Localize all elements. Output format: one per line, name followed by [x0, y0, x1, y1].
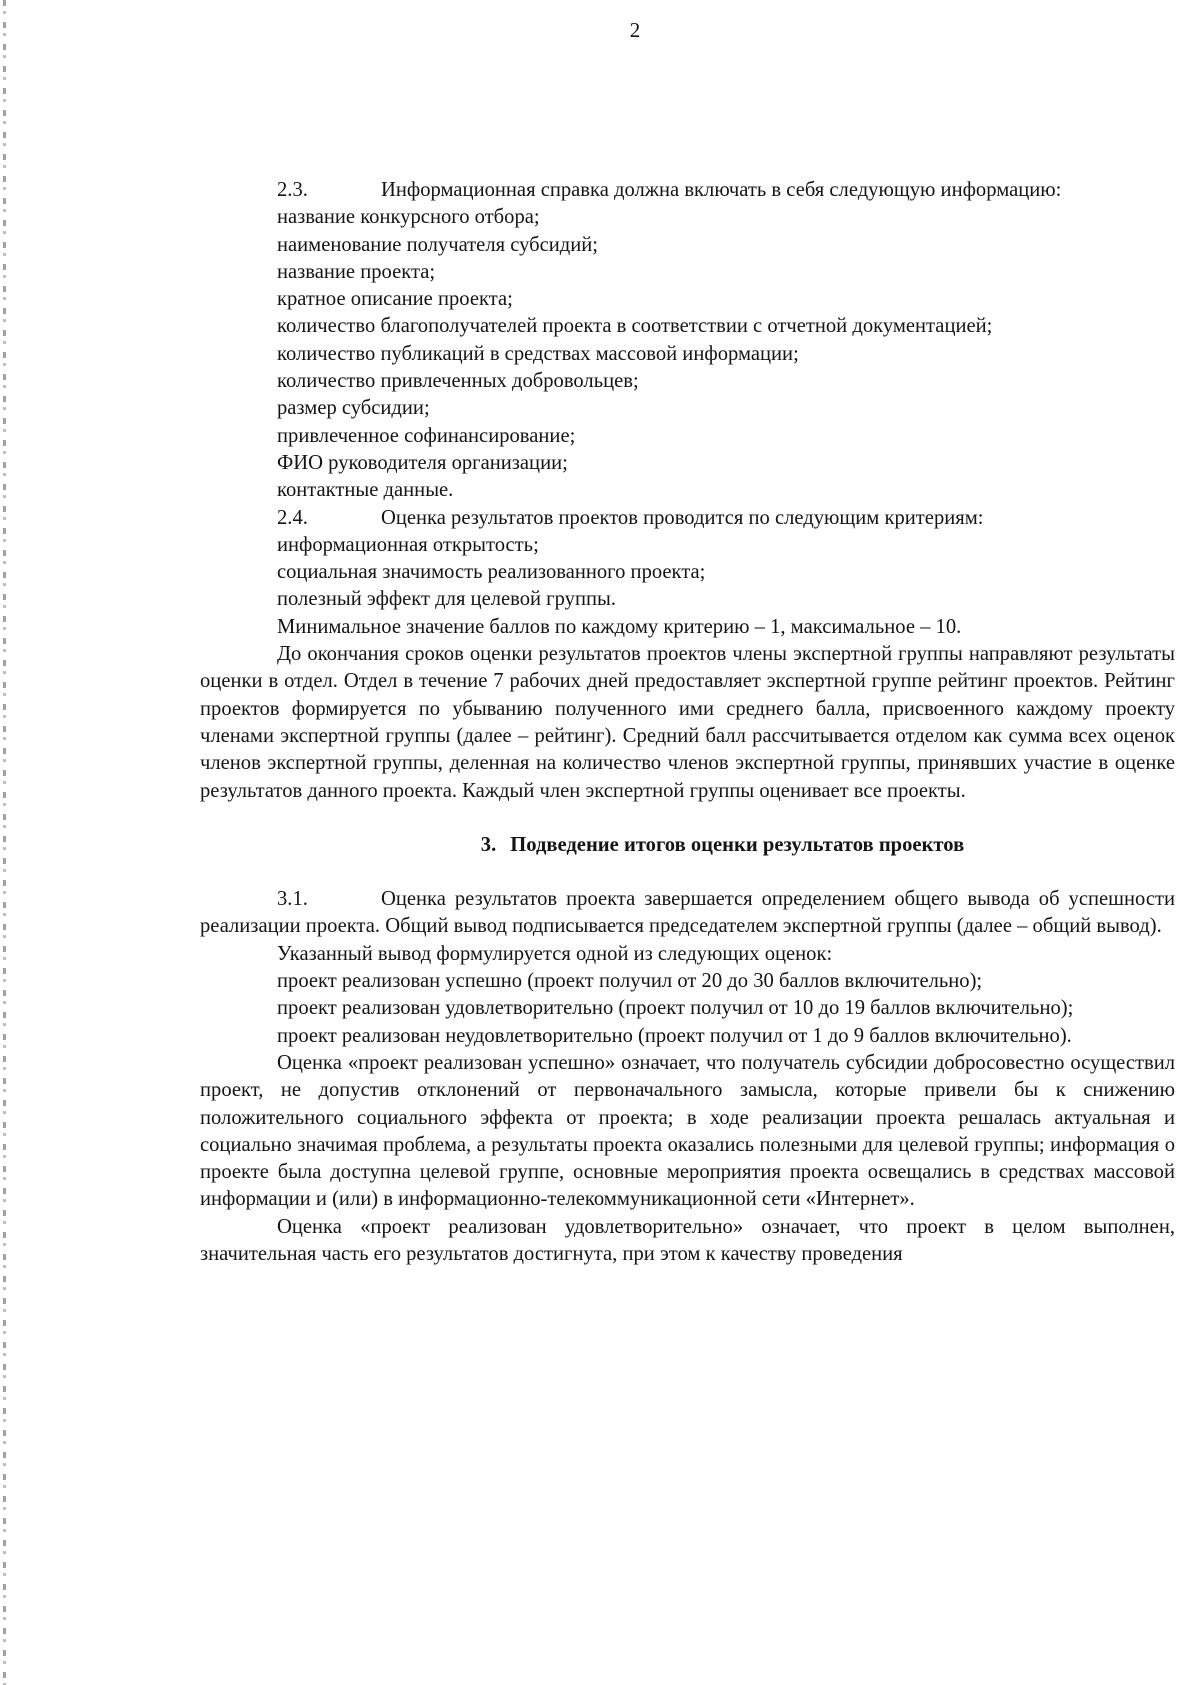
- paragraph-rating: До окончания сроков оценки результатов проектов члены экспертной группы направляют результаты оценки в отдел. Отдел в течение 7 рабочих дней предоставляет экспертной группе рейтинг проектов. Рейтинг проектов формируется по убыванию полученного ими среднего балла, присвоенного каждому проекту членами экспертной группы (далее – рейтинг). Средний балл рассчитывается отделом как сумма всех оценок членов экспертной группы, деленная на количество членов экспертной группы, принявших участие в оценке результатов данного проекта. Каждый член экспертной группы оценивает все проекты.: [200, 643, 1175, 802]
- page-number: 2: [629, 18, 641, 42]
- list-item: наименование получателя субсидий;: [277, 233, 598, 256]
- section-2-4-number: 2.4.: [277, 506, 308, 529]
- section-3-number: 3.: [480, 833, 497, 856]
- list-item: контактные данные.: [277, 479, 454, 502]
- list-item: социальная значимость реализованного проекта;: [277, 561, 706, 584]
- section-2-4-lead-text: Оценка результатов проектов проводится по следующим критериям:: [381, 506, 984, 529]
- list-item: кратное описание проекта;: [277, 288, 513, 311]
- list-item: количество благополучателей проекта в соответствии с отчетной документацией;: [277, 315, 993, 338]
- section-3-heading: [200, 832, 1175, 859]
- list-item: информационная открытость;: [277, 533, 539, 556]
- paragraph-3-1: [200, 886, 1175, 941]
- list-item: количество привлеченных добровольцев;: [277, 370, 639, 393]
- section-3-title: Подведение итогов оценки результатов проектов: [510, 833, 965, 856]
- document-body: [200, 177, 1175, 1268]
- paragraph-3-1-text: Оценка результатов проекта завершается определением общего вывода об успешности реализации проекта. Общий вывод подписывается председателем экспертной группы (далее – общий вывод).: [200, 888, 1175, 938]
- paragraph-satisfactory: проект реализован удовлетворительно (проект получил от 10 до 19 баллов включительно);: [277, 997, 1074, 1020]
- paragraph-success-meaning: Оценка «проект реализован успешно» означает, что получатель субсидии добросовестно осуществил проект, не допустив отклонений от первоначального замысла, которые привели бы к снижению положительного социального эффекта от проекта; в ходе реализации проекта решалась актуальная и социально значимая проблема, а результаты проекта оказались полезными для целевой группы; информация о проекте была доступна целевой группе, основные мероприятия проекта освещались в средствах массовой информации и (или) в информационно-телекоммуникационной сети «Интернет».: [200, 1051, 1175, 1211]
- list-item: Минимальное значение баллов по каждому критерию – 1, максимальное – 10.: [277, 615, 962, 638]
- section-2-3-number: 2.3.: [277, 179, 308, 201]
- list-item: название конкурсного отбора;: [277, 206, 540, 229]
- paragraph-3-1-number: 3.1.: [277, 888, 308, 911]
- list-item: размер субсидии;: [277, 397, 430, 420]
- section-2-4-lead: [200, 505, 1175, 532]
- list-item: ФИО руководителя организации;: [277, 451, 568, 474]
- list-item: название проекта;: [277, 260, 436, 283]
- list-item: полезный эффект для целевой группы.: [277, 588, 616, 611]
- section-2-3-lead: [200, 177, 1175, 204]
- scan-edge-artifact: [3, 0, 6, 1685]
- section-2-3-lead-text: Информационная справка должна включать в себя следующую информацию:: [381, 179, 1062, 201]
- paragraph-success: проект реализован успешно (проект получил от 20 до 30 баллов включительно);: [277, 970, 983, 993]
- list-item: количество публикаций в средствах массовой информации;: [277, 342, 799, 365]
- paragraph-satisfactory-meaning: Оценка «проект реализован удовлетворительно» означает, что проект в целом выполнен, значительная часть его результатов достигнута, при этом к качеству проведения: [200, 1215, 1175, 1265]
- list-item: привлеченное софинансирование;: [277, 424, 576, 447]
- paragraph-unsatisfactory: проект реализован неудовлетворительно (проект получил от 1 до 9 баллов включительно).: [277, 1024, 1072, 1047]
- paragraph-conclusion-intro: Указанный вывод формулируется одной из следующих оценок:: [277, 942, 833, 965]
